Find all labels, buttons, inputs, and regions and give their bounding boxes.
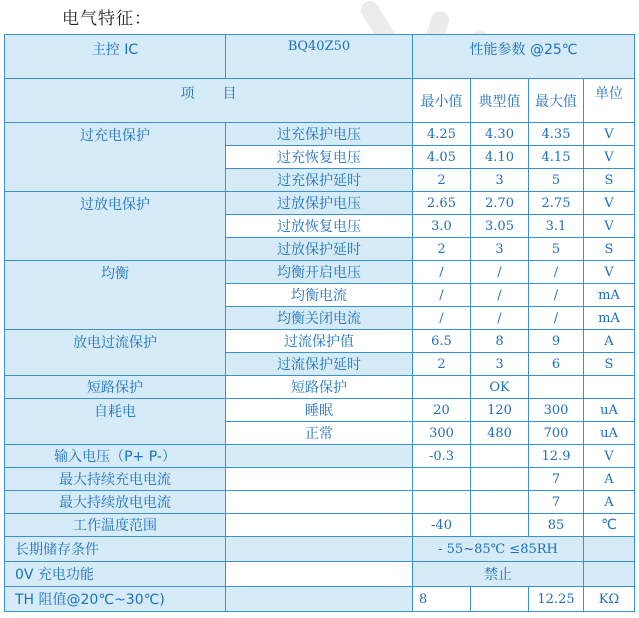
group-storage: 长期储存条件	[5, 537, 226, 562]
item-cell: 均衡关闭电流	[226, 307, 413, 330]
zerov-unit	[584, 562, 635, 587]
min-cell: /	[413, 307, 471, 330]
typ-cell: 3	[471, 169, 529, 192]
max-cell: 4.15	[529, 146, 584, 169]
th-typ	[471, 587, 529, 612]
typ-cell: 8	[471, 330, 529, 353]
typ-header: 典型值	[471, 79, 529, 123]
typ-cell: 120	[471, 399, 529, 422]
min-cell: 2.65	[413, 192, 471, 215]
unit-cell: A	[584, 330, 635, 353]
max-cell: /	[529, 284, 584, 307]
max-cell: 85	[529, 514, 584, 537]
unit-cell: S	[584, 353, 635, 376]
typ-cell: 2.70	[471, 192, 529, 215]
item-cell: 过充保护电压	[226, 123, 413, 146]
th-max: 12.25	[529, 587, 584, 612]
item-cell: 过充恢复电压	[226, 146, 413, 169]
max-cell: 7	[529, 491, 584, 514]
item-cell: 正常	[226, 422, 413, 445]
group-input: 输入电压（P+ P-）	[5, 445, 226, 468]
unit-cell: V	[584, 261, 635, 284]
min-cell: /	[413, 284, 471, 307]
table-row	[5, 445, 635, 468]
typ-cell: /	[471, 284, 529, 307]
item-cell: 均衡电流	[226, 284, 413, 307]
max-header: 最大值	[529, 79, 584, 123]
min-cell: -40	[413, 514, 471, 537]
item-cell: 短路保护	[226, 376, 413, 399]
item-header: 项 目	[5, 79, 413, 123]
max-cell: 3.1	[529, 215, 584, 238]
item-cell: 睡眠	[226, 399, 413, 422]
min-cell: 2	[413, 353, 471, 376]
group-balance: 均衡	[5, 261, 226, 330]
table-row	[5, 330, 635, 353]
unit-cell: mA	[584, 307, 635, 330]
unit-cell: V	[584, 146, 635, 169]
unit-cell: V	[584, 215, 635, 238]
section-heading: 电气特征：	[62, 9, 152, 29]
unit-cell: A	[584, 491, 635, 514]
th-min: 8	[413, 587, 471, 612]
typ-cell: 4.30	[471, 123, 529, 146]
min-cell: 4.05	[413, 146, 471, 169]
group-temp: 工作温度范围	[5, 514, 226, 537]
zerov-value: 禁止	[413, 562, 584, 587]
group-maxcharge: 最大持续充电电流	[5, 468, 226, 491]
typ-cell: 480	[471, 422, 529, 445]
item-cell: 过充保护延时	[226, 169, 413, 192]
max-cell: 9	[529, 330, 584, 353]
group-maxdischarge: 最大持续放电电流	[5, 491, 226, 514]
typ-cell: 3.05	[471, 215, 529, 238]
unit-cell: V	[584, 445, 635, 468]
min-cell: 2	[413, 238, 471, 261]
table-row	[5, 35, 635, 79]
typ-cell: OK	[471, 376, 529, 399]
group-th: TH 阻值@20℃~30℃)	[5, 587, 226, 612]
min-header: 最小值	[413, 79, 471, 123]
max-cell: /	[529, 261, 584, 284]
typ-cell: 3	[471, 238, 529, 261]
min-cell: 2	[413, 169, 471, 192]
item-cell	[226, 491, 413, 514]
unit-header: 单位	[584, 79, 635, 123]
item-cell	[226, 514, 413, 537]
group-overcharge: 过充电保护	[5, 123, 226, 192]
max-cell: 5	[529, 169, 584, 192]
unit-cell: V	[584, 192, 635, 215]
typ-cell	[471, 445, 529, 468]
min-cell: 6.5	[413, 330, 471, 353]
max-cell: 6	[529, 353, 584, 376]
group-short: 短路保护	[5, 376, 226, 399]
group-selfdrain: 自耗电	[5, 399, 226, 445]
group-overcurrent: 放电过流保护	[5, 330, 226, 376]
typ-cell	[471, 491, 529, 514]
typ-cell: 3	[471, 353, 529, 376]
max-cell: /	[529, 307, 584, 330]
min-cell: 300	[413, 422, 471, 445]
typ-cell	[471, 514, 529, 537]
item-cell: 过流保护延时	[226, 353, 413, 376]
main-control-label: 主控 IC	[5, 35, 226, 79]
unit-cell: A	[584, 468, 635, 491]
typ-cell: /	[471, 307, 529, 330]
unit-cell: V	[584, 123, 635, 146]
unit-cell: uA	[584, 422, 635, 445]
performance-label: 性能参数 @25℃	[413, 35, 635, 79]
min-cell	[413, 376, 471, 399]
typ-cell	[471, 468, 529, 491]
table-row	[5, 192, 635, 215]
max-cell: 4.35	[529, 123, 584, 146]
item-cell: 过放保护电压	[226, 192, 413, 215]
min-cell	[413, 491, 471, 514]
item-cell: 过流保护值	[226, 330, 413, 353]
table-row	[5, 514, 635, 537]
group-overdischarge: 过放电保护	[5, 192, 226, 261]
table-row	[5, 79, 635, 123]
min-cell: /	[413, 261, 471, 284]
item-cell: 过放恢复电压	[226, 215, 413, 238]
table-row	[5, 491, 635, 514]
main-control-value: BQ40Z50	[226, 35, 413, 79]
min-cell: 20	[413, 399, 471, 422]
max-cell: 700	[529, 422, 584, 445]
unit-cell: S	[584, 169, 635, 192]
typ-cell: /	[471, 261, 529, 284]
max-cell: 5	[529, 238, 584, 261]
table-row	[5, 587, 635, 612]
typ-cell: 4.10	[471, 146, 529, 169]
table-row	[5, 376, 635, 399]
th-unit: KΩ	[584, 587, 635, 612]
item-cell: 过放保护延时	[226, 238, 413, 261]
unit-cell	[584, 376, 635, 399]
max-cell: 7	[529, 468, 584, 491]
unit-cell: mA	[584, 284, 635, 307]
min-cell	[413, 468, 471, 491]
min-cell: 3.0	[413, 215, 471, 238]
max-cell: 2.75	[529, 192, 584, 215]
max-cell: 12.9	[529, 445, 584, 468]
table-row	[5, 123, 635, 146]
table-row	[5, 261, 635, 284]
storage-unit	[584, 537, 635, 562]
max-cell	[529, 376, 584, 399]
item-cell	[226, 445, 413, 468]
zerov-blank	[226, 562, 413, 587]
table-row	[5, 562, 635, 587]
min-cell: 4.25	[413, 123, 471, 146]
group-zerov: 0V 充电功能	[5, 562, 226, 587]
unit-cell: ℃	[584, 514, 635, 537]
item-cell	[226, 468, 413, 491]
th-blank	[226, 587, 413, 612]
item-cell: 均衡开启电压	[226, 261, 413, 284]
table-row	[5, 468, 635, 491]
table-row	[5, 399, 635, 422]
max-cell: 300	[529, 399, 584, 422]
unit-cell: uA	[584, 399, 635, 422]
min-cell: -0.3	[413, 445, 471, 468]
table-row	[5, 537, 635, 562]
electrical-characteristics-table	[4, 34, 635, 612]
unit-cell: S	[584, 238, 635, 261]
storage-value: - 55~85℃ ≤85RH	[413, 537, 584, 562]
storage-blank	[226, 537, 413, 562]
